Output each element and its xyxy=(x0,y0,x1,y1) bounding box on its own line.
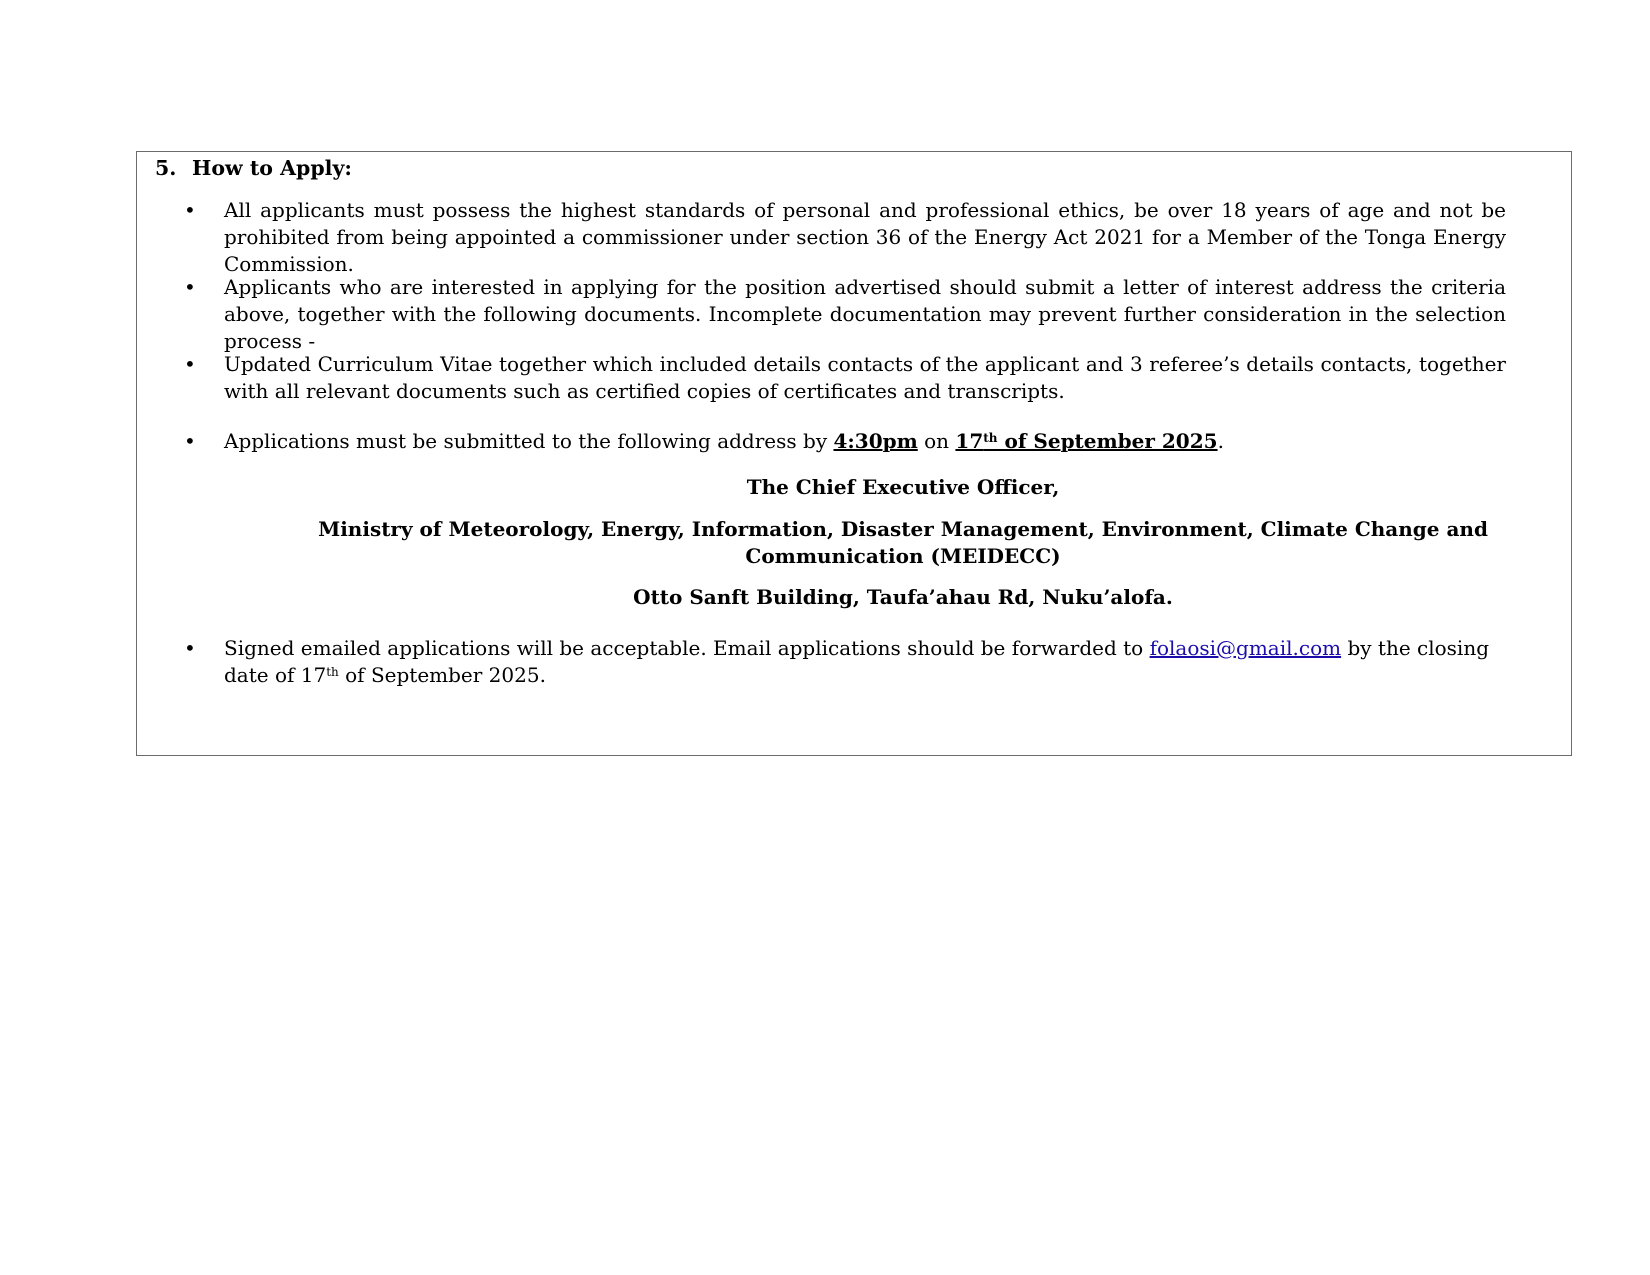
section-number: 5. xyxy=(155,156,177,180)
list-item xyxy=(184,274,1506,355)
deadline-day-suffix: th xyxy=(983,431,998,445)
email-link[interactable]: folaosi@gmail.com xyxy=(1149,636,1342,660)
address-recipient: The Chief Executive Officer, xyxy=(746,475,1060,499)
list-item xyxy=(184,197,1506,278)
deadline-date xyxy=(955,429,1217,453)
bullet-icon: • xyxy=(184,198,196,222)
address-location: Otto Sanft Building, Taufa’ahau Rd, Nuku’alofa. xyxy=(633,585,1173,609)
section-title: How to Apply: xyxy=(192,156,352,180)
email-lead-text: Signed emailed applications will be acceptable. Email applications should be forwarded to xyxy=(224,636,1150,660)
list-item xyxy=(184,351,1506,405)
bullet-text-eligibility: All applicants must possess the highest standards of personal and professional ethics, be over 18 years of age and not be prohibited from being appointed a commissioner under section 36 of the Energy Act 2021 for a Member of the Tonga Energy Commission. xyxy=(224,198,1506,276)
section-heading xyxy=(155,155,352,182)
deadline-period: . xyxy=(1217,429,1224,453)
list-item xyxy=(184,428,1506,455)
bullet-text-email-applications xyxy=(224,635,1506,689)
bullet-text-letter-of-interest: Applicants who are interested in applying for the position advertised should submit a letter of interest address the criteria above, together with the following documents. Incomplete documentation may prevent further consideration in the selection process - xyxy=(224,275,1506,353)
how-to-apply-section xyxy=(136,151,1572,756)
bullet-text-deadline xyxy=(224,428,1506,455)
deadline-time: 4:30pm xyxy=(833,429,918,453)
deadline-day: 17 xyxy=(955,429,984,453)
address-ministry: Ministry of Meteorology, Energy, Information, Disaster Management, Environment, Climate Change and Communication (MEIDECC) xyxy=(318,517,1488,568)
bullet-icon: • xyxy=(184,636,196,660)
email-closing-date: of September 2025. xyxy=(338,663,546,687)
deadline-on-text: on xyxy=(917,429,956,453)
bullet-icon: • xyxy=(184,352,196,376)
bullet-icon: • xyxy=(184,429,196,453)
email-closing-text: by the closing date of 17 xyxy=(224,636,1490,687)
bullet-text-curriculum-vitae: Updated Curriculum Vitae together which included details contacts of the applicant and 3 referee’s details contacts, together with all relevant documents such as certified copies of certificates and transcripts. xyxy=(224,352,1506,403)
deadline-month-year: of September 2025 xyxy=(997,429,1218,453)
list-item xyxy=(184,635,1506,689)
email-day-suffix: th xyxy=(326,665,339,679)
deadline-lead-text: Applications must be submitted to the following address by xyxy=(224,429,834,453)
bullet-icon: • xyxy=(184,275,196,299)
